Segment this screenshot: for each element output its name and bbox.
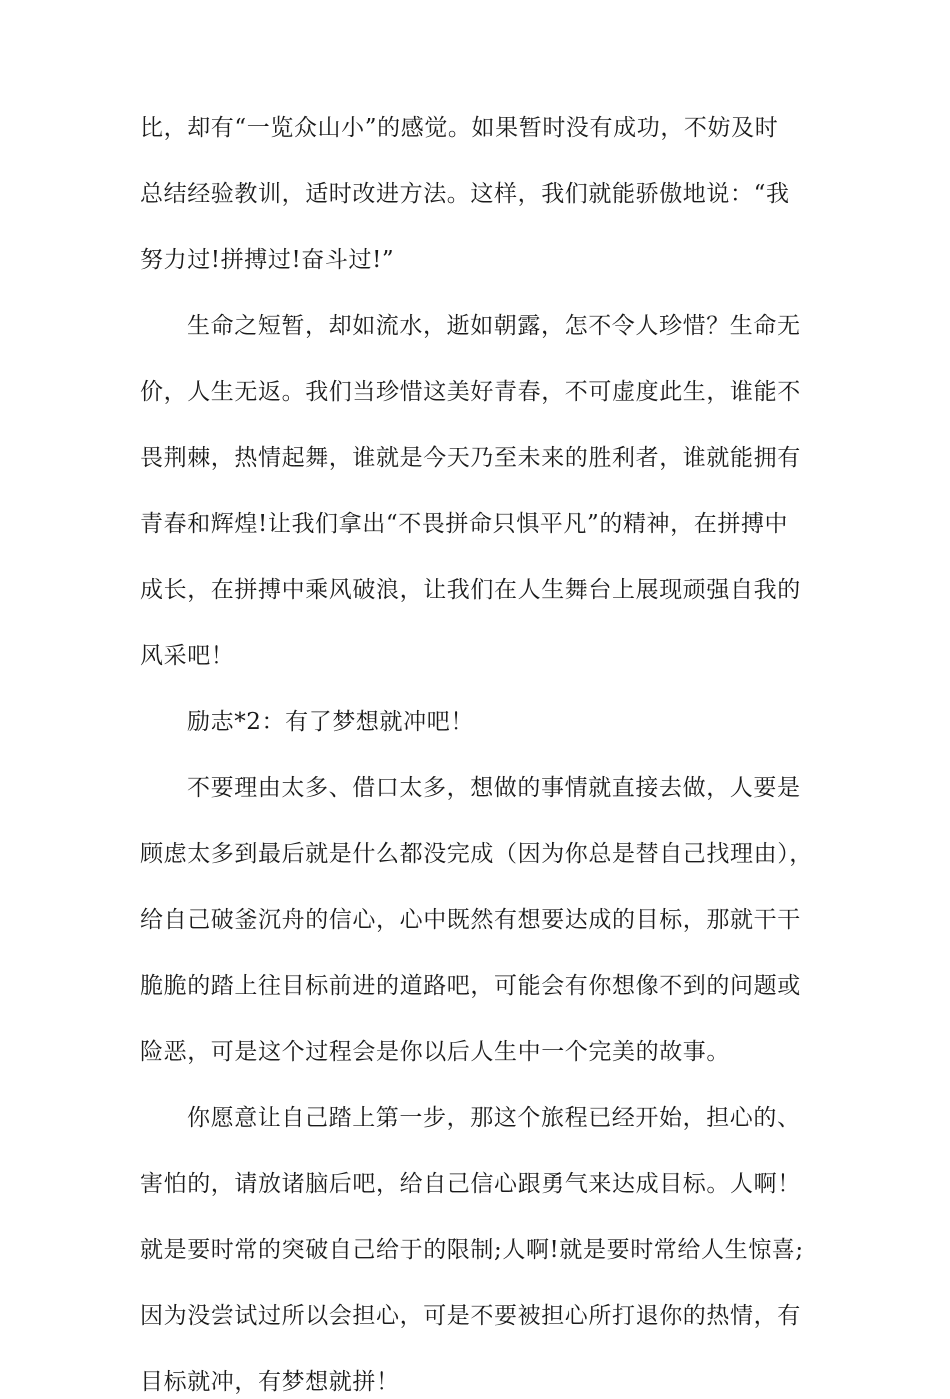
paragraph-2 xyxy=(140,310,820,673)
text-line: 就是要时常的突破自己给于的限制;人啊!就是要时常给人生惊喜; xyxy=(140,1237,804,1263)
section-heading xyxy=(140,706,820,739)
text-line: 目标就冲，有梦想就拼！ xyxy=(140,1369,400,1395)
paragraph-3 xyxy=(140,772,820,1069)
text-line: 成长，在拼搏中乘风破浪，让我们在人生舞台上展现顽强自我的 xyxy=(140,577,801,603)
text-line: 畏荆棘，热情起舞，谁就是今天乃至未来的胜利者，谁就能拥有 xyxy=(140,445,801,471)
text-line: 害怕的，请放诸脑后吧，给自己信心跟勇气来达成目标。人啊！ xyxy=(140,1171,801,1197)
text-line: 给自己破釜沉舟的信心，心中既然有想要达成的目标，那就干干 xyxy=(140,907,801,933)
text-line: 因为没尝试过所以会担心，可是不要被担心所打退你的热情，有 xyxy=(140,1303,801,1329)
paragraph-4 xyxy=(140,1102,820,1399)
text-line: 险恶，可是这个过程会是你以后人生中一个完美的故事。 xyxy=(140,1039,730,1065)
text-line: 价，人生无返。我们当珍惜这美好青春，不可虚度此生，谁能不 xyxy=(140,379,801,405)
text-line: 努力过!拼搏过!奋斗过!” xyxy=(140,247,395,273)
text-line: 风采吧！ xyxy=(140,643,235,669)
text-line: 脆脆的踏上往目标前进的道路吧，可能会有你想像不到的问题或 xyxy=(140,973,801,999)
text-line: 生命之短暂，却如流水，逝如朝露，怎不令人珍惜？生命无 xyxy=(187,313,801,339)
document-page xyxy=(140,112,820,1399)
heading-line: 励志*2：有了梦想就冲吧！ xyxy=(187,709,474,735)
text-line: 不要理由太多、借口太多，想做的事情就直接去做，人要是 xyxy=(187,775,801,801)
paragraph-1 xyxy=(140,112,820,277)
text-line: 总结经验教训，适时改进方法。这样，我们就能骄傲地说：“我 xyxy=(140,181,790,207)
text-line: 青春和辉煌!让我们拿出“不畏拼命只惧平凡”的精神，在拼搏中 xyxy=(140,511,789,537)
text-line: 比，却有“一览众山小”的感觉。如果暂时没有成功，不妨及时 xyxy=(140,115,779,141)
text-line: 你愿意让自己踏上第一步，那这个旅程已经开始，担心的、 xyxy=(187,1105,801,1131)
text-line: 顾虑太多到最后就是什么都没完成（因为你总是替自己找理由）， xyxy=(140,841,813,867)
